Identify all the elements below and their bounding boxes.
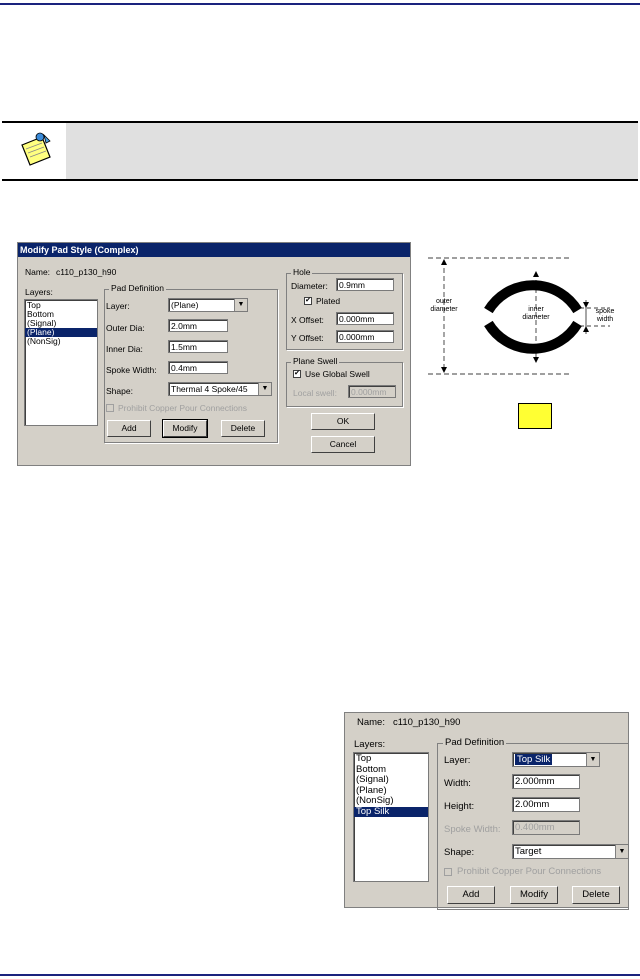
spoke-label-line1: spoke <box>595 308 615 315</box>
layer-select[interactable] <box>168 298 248 312</box>
shape-select-value: Thermal 4 Spoke/45 <box>171 384 248 394</box>
height-field[interactable]: 2.00mm <box>512 797 580 812</box>
height-label: Height: <box>444 801 475 812</box>
layer-select-value: Top Silk <box>517 754 551 765</box>
layer-list-item[interactable]: (Plane) <box>25 328 97 337</box>
plated-checkbox[interactable]: ✔ <box>305 297 311 304</box>
note-box <box>2 121 638 181</box>
layer-label: Layer: <box>106 301 130 311</box>
layer-list-item[interactable]: (Signal) <box>356 774 389 785</box>
note-icon <box>16 131 56 171</box>
spoke-width-field[interactable]: 0.4mm <box>168 361 228 374</box>
pad-definition-title: Pad Definition <box>445 737 505 748</box>
inner-label-line1: inner <box>528 306 544 313</box>
chevron-down-icon[interactable]: ▼ <box>234 299 247 311</box>
local-swell-label: Local swell: <box>293 388 337 398</box>
cancel-button[interactable]: Cancel <box>311 436 375 453</box>
plane-swell-title: Plane Swell <box>293 356 338 366</box>
layer-list-item[interactable]: Top <box>27 300 41 310</box>
spoke-width-diagram-label <box>592 308 618 324</box>
shape-label: Shape: <box>106 386 133 396</box>
width-label: Width: <box>444 778 471 789</box>
layer-select-value: (Plane) <box>171 300 199 310</box>
outer-label-line1: outer <box>436 298 452 305</box>
pad-definition-title: Pad Definition <box>111 283 164 293</box>
pad-style-dialog-detail <box>344 712 629 908</box>
diameter-label: Diameter: <box>291 281 328 291</box>
prohibit-copper-label: Prohibit Copper Pour Connections <box>118 403 247 413</box>
outer-dia-field[interactable]: 2.0mm <box>168 319 228 332</box>
inner-diameter-label <box>518 306 554 322</box>
layer-select[interactable] <box>512 752 600 767</box>
inner-dia-label: Inner Dia: <box>106 344 143 354</box>
delete-button[interactable]: Delete <box>221 420 265 437</box>
chevron-down-icon[interactable]: ▼ <box>615 845 628 858</box>
layer-list-item[interactable]: Bottom <box>27 309 54 319</box>
width-field[interactable]: 2.000mm <box>512 774 580 789</box>
outer-dia-label: Outer Dia: <box>106 323 145 333</box>
spoke-label-line2: width <box>596 316 614 323</box>
prohibit-copper-label: Prohibit Copper Pour Connections <box>457 866 602 877</box>
shape-select[interactable] <box>512 844 629 859</box>
spoke-width-field[interactable]: 0.400mm <box>512 820 580 835</box>
inner-dia-field[interactable]: 1.5mm <box>168 340 228 353</box>
dialog-title: Modify Pad Style (Complex) <box>18 243 410 257</box>
layer-list-item[interactable]: Top Silk <box>354 807 428 818</box>
layer-list-item[interactable]: (Plane) <box>356 784 387 796</box>
layers-label: Layers: <box>354 739 386 750</box>
layers-list[interactable] <box>353 752 429 882</box>
plated-label: Plated <box>316 296 341 306</box>
chevron-down-icon[interactable]: ▼ <box>258 383 271 395</box>
modify-button[interactable]: Modify <box>510 886 558 904</box>
layer-list-item[interactable]: (NonSig) <box>356 795 394 806</box>
inner-label-line2: diameter <box>522 314 550 321</box>
shape-select-value: Target <box>515 846 542 857</box>
use-global-swell-checkbox[interactable]: ✔ <box>294 370 300 377</box>
xoffset-field[interactable]: 0.000mm <box>336 312 394 325</box>
layers-list[interactable] <box>24 299 98 426</box>
layer-list-item[interactable]: (NonSig) <box>27 336 61 346</box>
color-swatch <box>518 403 552 429</box>
layer-list-item[interactable]: (Signal) <box>27 318 57 328</box>
chevron-down-icon[interactable]: ▼ <box>586 753 599 766</box>
modify-button[interactable]: Modify <box>163 420 207 437</box>
xoffset-label: X Offset: <box>291 315 324 325</box>
shape-label: Shape: <box>444 847 475 858</box>
yoffset-field[interactable]: 0.000mm <box>336 330 394 343</box>
local-swell-field[interactable]: 0.000mm <box>348 385 396 398</box>
spoke-width-label: Spoke Width: <box>106 365 157 375</box>
outer-label-line2: diameter <box>430 306 458 313</box>
prohibit-copper-checkbox[interactable] <box>444 868 452 876</box>
add-button[interactable]: Add <box>447 886 495 904</box>
name-value: c110_p130_h90 <box>56 267 117 277</box>
modify-pad-style-dialog <box>17 242 411 466</box>
ok-button[interactable]: OK <box>311 413 375 430</box>
layer-list-item[interactable]: Top <box>356 753 372 764</box>
name-value: c110_p130_h90 <box>393 717 461 728</box>
layer-label: Layer: <box>444 755 471 766</box>
name-label: Name: <box>25 267 51 277</box>
layers-label: Layers: <box>25 287 53 297</box>
prohibit-copper-checkbox[interactable] <box>106 404 114 412</box>
yoffset-label: Y Offset: <box>291 333 324 343</box>
use-global-swell-label: Use Global Swell <box>305 369 370 379</box>
spoke-width-label: Spoke Width: <box>444 824 501 835</box>
delete-button[interactable]: Delete <box>572 886 620 904</box>
layer-list-item[interactable]: Bottom <box>356 763 387 775</box>
add-button[interactable]: Add <box>107 420 151 437</box>
shape-select[interactable] <box>168 382 272 396</box>
top-rule <box>0 3 640 5</box>
note-icon-cell <box>2 121 66 181</box>
hole-title: Hole <box>293 267 311 277</box>
name-label: Name: <box>357 717 385 728</box>
diameter-field[interactable]: 0.9mm <box>336 278 394 291</box>
bottom-rule <box>0 974 640 976</box>
outer-diameter-label <box>426 298 462 314</box>
